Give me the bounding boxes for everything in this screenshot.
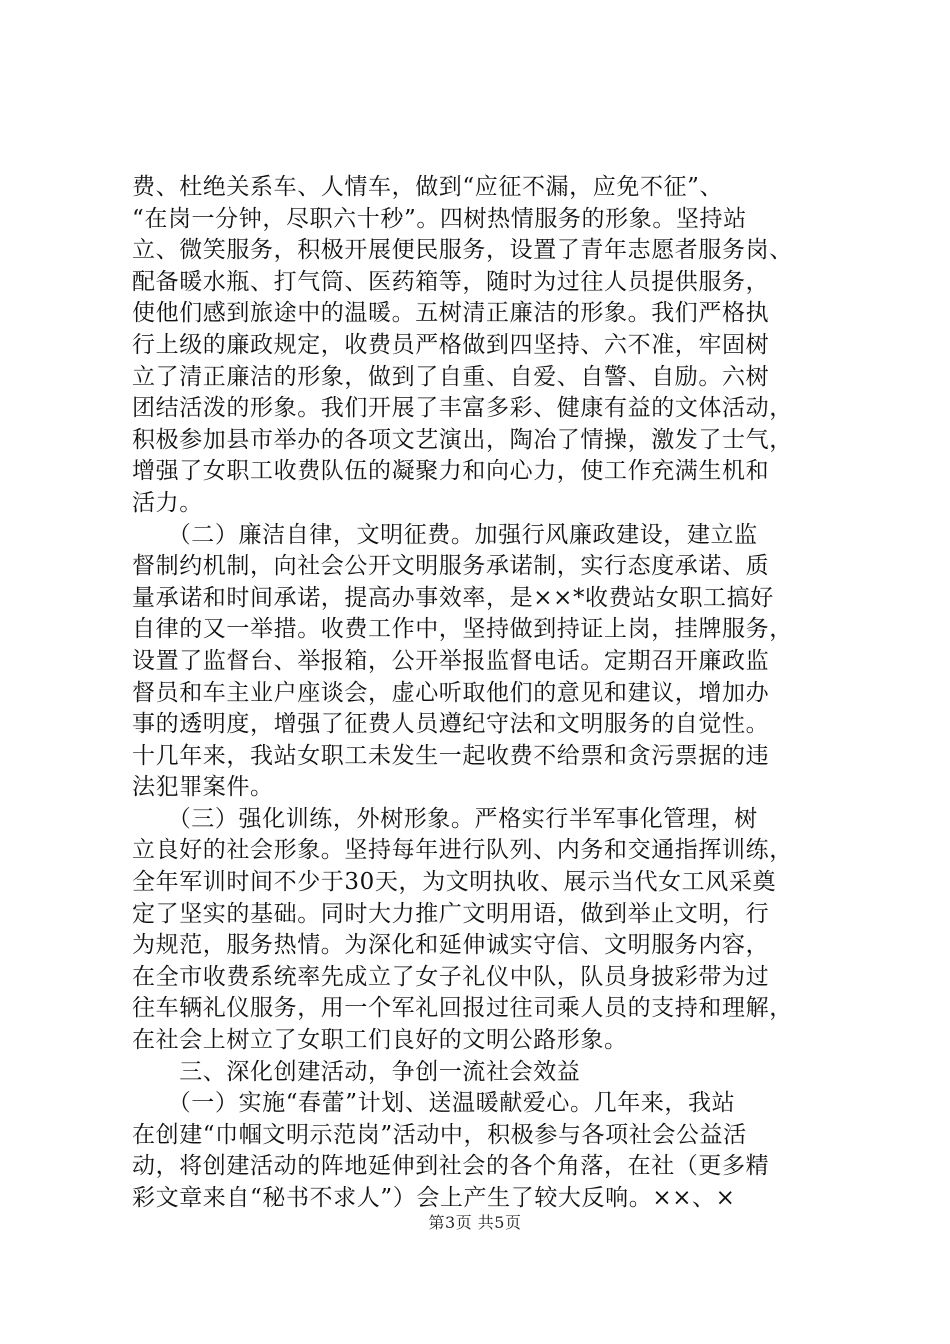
text-line: 行上级的廉政规定，收费员严格做到四坚持、六不准，牢固树 xyxy=(132,331,770,358)
text-line: 事的透明度，增强了征费人员遵纪守法和文明服务的自觉性。 xyxy=(132,711,770,738)
text-line: 费、杜绝关系车、人情车，做到“应征不漏，应免不征”、 xyxy=(132,174,724,200)
text-line: 量承诺和时间承诺，提高办事效率，是××*收费站女职工搞好 xyxy=(132,584,774,611)
text-line: （二）廉洁自律，文明征费。加强行风廉政建设，建立监 xyxy=(132,521,758,548)
text-line: 为规范，服务热情。为深化和延伸诚实守信、文明服务内容， xyxy=(132,932,770,959)
text-line: 在全市收费系统率先成立了女子礼仪中队，队员身披彩带为过 xyxy=(132,963,770,990)
text-line: 督制约机制，向社会公开文明服务承诺制，实行态度承诺、质 xyxy=(132,553,770,580)
text-line: 团结活泼的形象。我们开展了丰富多彩、健康有益的文体活动， xyxy=(132,395,793,422)
text-line: 督员和车主业户座谈会，虚心听取他们的意见和建议，增加办 xyxy=(132,679,770,706)
text-line: 活力。 xyxy=(132,489,203,516)
text-line: 增强了女职工收费队伍的凝聚力和向心力，使工作充满生机和 xyxy=(132,458,770,485)
text-line: 往车辆礼仪服务，用一个军礼回报过往司乘人员的支持和理解， xyxy=(132,995,793,1022)
text-line: 定了坚实的基础。同时大力推广文明用语，做到举止文明，行 xyxy=(132,900,770,927)
text-line: 彩文章来自“秘书不求人”）会上产生了较大反响。××、× xyxy=(132,1185,736,1211)
text-line: 立了清正廉洁的形象，做到了自重、自爱、自警、自励。六树 xyxy=(132,363,770,390)
text-line: 动，将创建活动的阵地延伸到社会的各个角落，在社（更多精 xyxy=(132,1153,770,1180)
text-line: 立良好的社会形象。坚持每年进行队列、内务和交通指挥训练， xyxy=(132,837,793,864)
text-line: 三、深化创建活动，争创一流社会效益 xyxy=(132,1058,581,1085)
text-line: 法犯罪案件。 xyxy=(132,774,274,801)
text-line: 在创建“巾帼文明示范岗”活动中，积极参与各项社会公益活 xyxy=(132,1121,747,1148)
text-line: 立、微笑服务，积极开展便民服务，设置了青年志愿者服务岗、 xyxy=(132,237,793,264)
text-line: 配备暖水瓶、打气筒、医药箱等，随时为过往人员提供服务， xyxy=(132,268,770,295)
text-line: 在社会上树立了女职工们良好的文明公路形象。 xyxy=(132,1027,628,1054)
text-line: 积极参加县市举办的各项文艺演出，陶冶了情操，激发了士气， xyxy=(132,426,793,453)
text-line: 十几年来，我站女职工未发生一起收费不给票和贪污票据的违 xyxy=(132,742,770,769)
text-line: 自律的又一举措。收费工作中，坚持做到持证上岗，挂牌服务， xyxy=(132,616,793,643)
text-line: “在岗一分钟，尽职六十秒”。四树热情服务的形象。坚持站 xyxy=(132,205,747,232)
text-line: （三）强化训练，外树形象。严格实行半军事化管理，树 xyxy=(132,805,758,832)
text-line: （一）实施“春蕾”计划、送温暖献爱心。几年来，我站 xyxy=(132,1090,736,1117)
text-line: 设置了监督台、举报箱，公开举报监督电话。定期召开廉政监 xyxy=(132,647,770,674)
page-number-footer: 第3页 共5页 xyxy=(428,1213,522,1232)
text-line: 使他们感到旅途中的温暖。五树清正廉洁的形象。我们严格执 xyxy=(132,300,770,327)
text-line: 全年军训时间不少于30天，为文明执收、展示当代女工风采奠 xyxy=(132,869,777,896)
body-text xyxy=(132,172,832,1215)
